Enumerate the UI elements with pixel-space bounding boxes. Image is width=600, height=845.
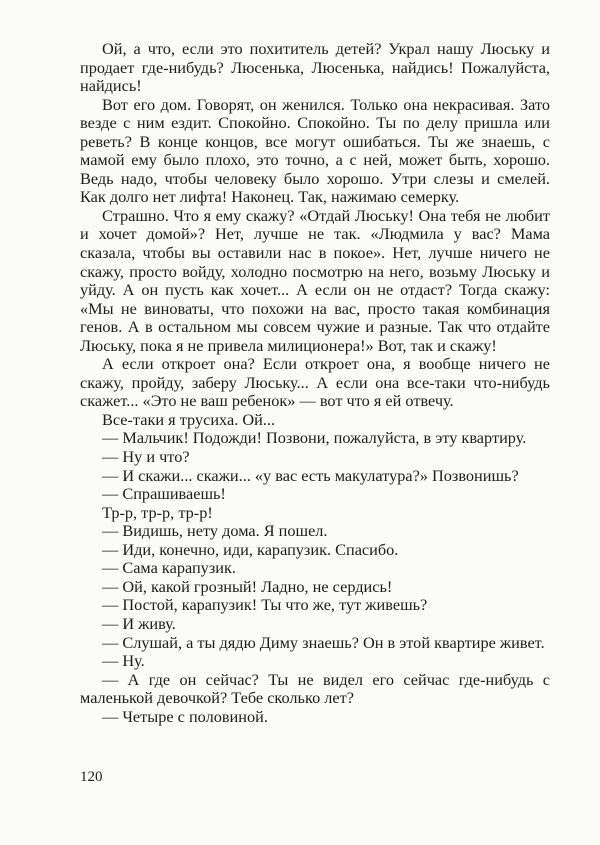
dialogue-line: — И скажи... скажи... «у вас есть макулатура?» Позвонишь? [102, 465, 519, 485]
dialogue-line: — А где он сейчас? Ты не видел его сейчас где-нибудь с маленькой девочкой? Тебе сколько лет? [80, 669, 550, 708]
dialogue-line: — Иди, конечно, иди, карапузик. Спасибо. [102, 539, 399, 559]
dialogue-line: — Ой, какой грозный! Ладно, не сердись! [102, 576, 393, 596]
paragraph: А если откроет она? Если откроет она, я вообще ничего не скажу, пройду, заберу Люську... А если она все-таки что-нибудь скажет... «Это не ваш ребенок» — вот что я ей отвечу. [80, 354, 550, 411]
paragraph: Все-таки я трусиха. Ой... [102, 409, 276, 429]
paragraph: Ой, а что, если это похититель детей? Украл нашу Люську и продает где-нибудь? Люсенька, Люсенька, найдись! Пожалуйста, найдись! [80, 39, 550, 96]
paragraph: Вот его дом. Говорят, он женился. Только она некрасивая. Зато везде с ним ездит. Спокойно. Спокойно. Ты по делу пришла или реветь? В конце концов, все могут ошибаться. Ты же знаешь, с мамой ему было плохо, это точно, а с ней, может быть, хорошо. Ведь надо, чтобы человеку было хорошо. Утри слезы и смелей. Как долго нет лифта! Наконец. Так, нажимаю семерку. [80, 94, 550, 207]
dialogue-line: — Слушай, а ты дядю Диму знаешь? Он в этой квартире живет. [102, 632, 545, 652]
dialogue-line: — Сама карапузик. [102, 558, 236, 578]
dialogue-line: — Ну и что? [102, 447, 190, 467]
dialogue-line: — И живу. [102, 613, 176, 633]
dialogue-line: — Четыре с половиной. [102, 706, 268, 726]
dialogue-line: — Ну. [102, 651, 145, 671]
dialogue-line: — Мальчик! Подожди! Позвони, пожалуйста, в эту квартиру. [102, 428, 527, 448]
dialogue-line: — Видишь, нету дома. Я пошел. [102, 521, 328, 541]
paragraph: Страшно. Что я ему скажу? «Отдай Люську! Она тебя не любит и хочет домой»? Нет, лучше не так. «Людмила у вас? Мама сказала, чтобы вы оставили нас в покое». Нет, лучше ничего не скажу, просто войду, холодно посмотрю на него, возьму Люську и уйду. А он пусть как хочет... А если он не отдаст? Тогда скажу: «Мы не виноваты, что похожи на вас, просто такая комбинация генов. А в остальном мы совсем чужие и разные. Так что отдайте Люську, пока я не привела милиционера!» Вот, так и скажу! [80, 205, 550, 355]
page-number: 120 [80, 769, 103, 785]
body-text [80, 40, 550, 726]
dialogue-line: — Постой, карапузик! Ты что же, тут живешь? [102, 595, 428, 615]
dialogue-line: — Спрашиваешь! [102, 484, 226, 504]
paragraph: Тр-р, тр-р, тр-р! [102, 502, 213, 522]
